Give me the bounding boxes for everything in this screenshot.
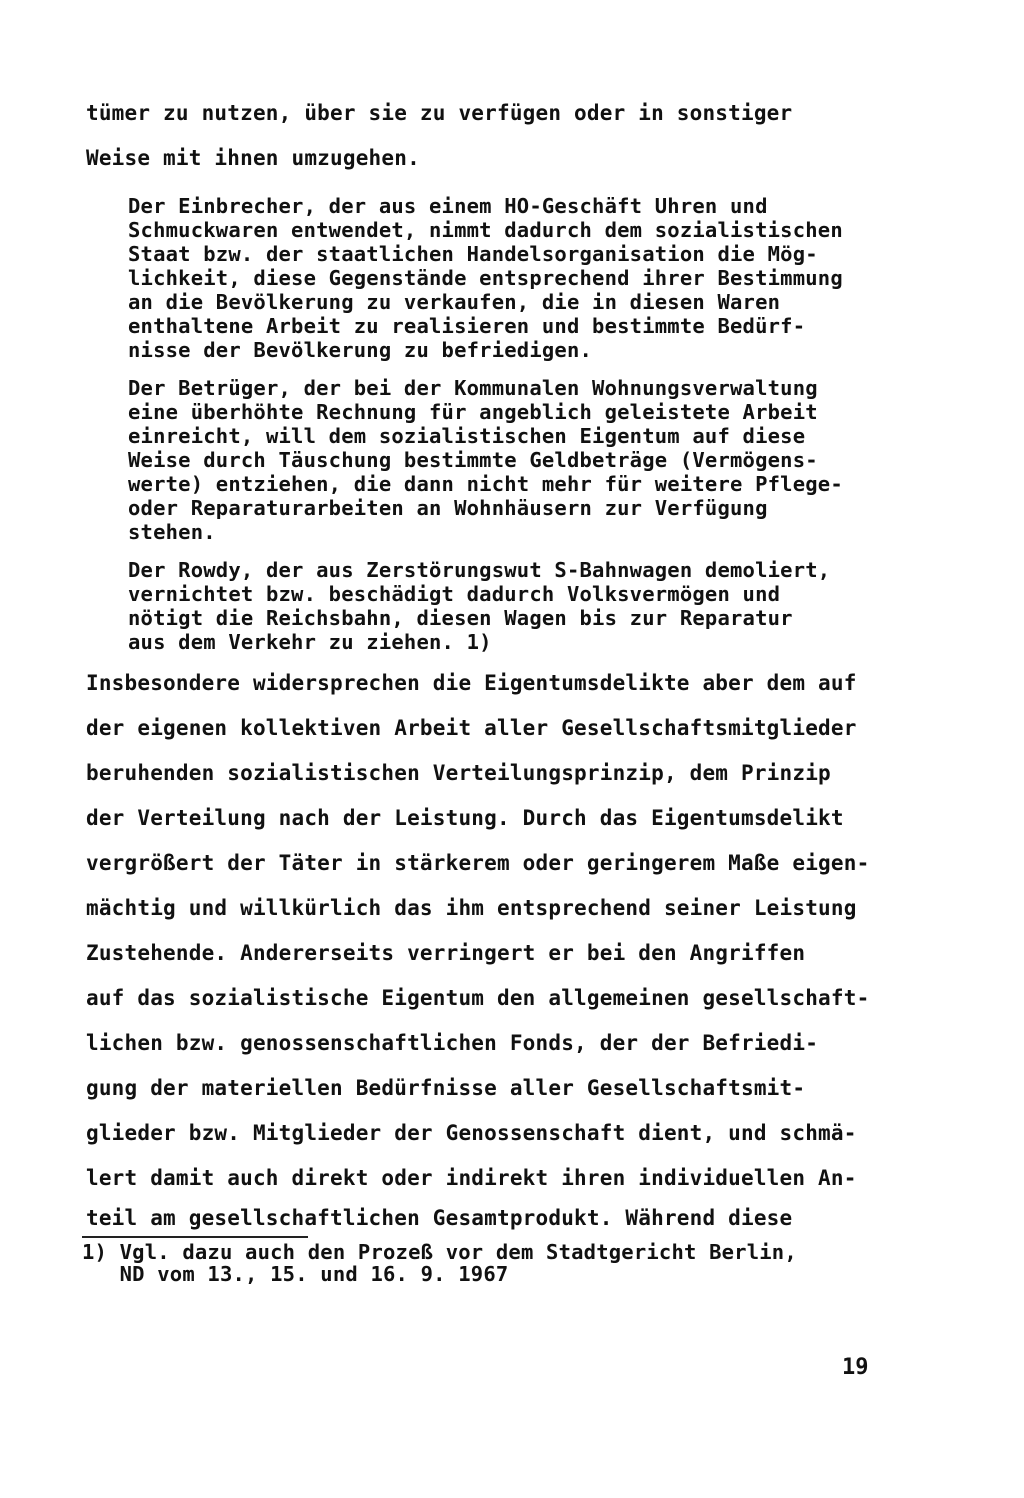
text-line: beruhenden sozialistischen Verteilungsprinzip, dem Prinzip [86,761,831,785]
text-line: mächtig und willkürlich das ihm entsprechend seiner Leistung [86,896,857,920]
text-line: einreicht, will dem sozialistischen Eigentum auf diese [128,424,806,448]
text-line: gung der materiellen Bedürfnisse aller Gesellschaftsmit- [86,1076,806,1100]
text-line: an die Bevölkerung zu verkaufen, die in diesen Waren [128,290,781,314]
text-line: lichkeit, diese Gegenstände entsprechend ihrer Bestimmung [128,266,843,290]
text-line: Weise durch Täuschung bestimmte Geldbeträge (Vermögens- [128,448,818,472]
text-line: oder Reparaturarbeiten an Wohnhäusern zur Verfügung [128,496,768,520]
text-line: Weise mit ihnen umzugehen. [86,146,420,170]
text-line: Der Rowdy, der aus Zerstörungswut S-Bahnwagen demoliert, [128,558,831,582]
text-line: aus dem Verkehr zu ziehen. 1) [128,630,492,654]
text-line: Insbesondere widersprechen die Eigentumsdelikte aber dem auf [86,671,857,695]
text-line: teil am gesellschaftlichen Gesamtprodukt. Während diese [86,1206,793,1230]
text-line: Staat bzw. der staatlichen Handelsorganisation die Mög- [128,242,818,266]
text-line: Der Betrüger, der bei der Kommunalen Wohnungsverwaltung [128,376,818,400]
footnote-line: 1) Vgl. dazu auch den Prozeß vor dem Stadtgericht Berlin, [82,1240,797,1264]
text-line: glieder bzw. Mitglieder der Genossenschaft dient, und schmä- [86,1121,857,1145]
text-line: Schmuckwaren entwendet, nimmt dadurch dem sozialistischen [128,218,843,242]
text-line: stehen. [128,520,216,544]
text-line: nötigt die Reichsbahn, diesen Wagen bis zur Reparatur [128,606,793,630]
page-number: 19 [842,1355,869,1380]
footnote-line: ND vom 13., 15. und 16. 9. 1967 [82,1262,509,1286]
text-line: auf das sozialistische Eigentum den allgemeinen gesellschaft- [86,986,870,1010]
text-line: eine überhöhte Rechnung für angeblich geleistete Arbeit [128,400,818,424]
text-line: Zustehende. Andererseits verringert er bei den Angriffen [86,941,806,965]
text-line: werte) entziehen, die dann nicht mehr für weitere Pflege- [128,472,843,496]
text-line: vergrößert der Täter in stärkerem oder geringerem Maße eigen- [86,851,870,875]
footnote-separator [82,1236,308,1238]
text-line: lichen bzw. genossenschaftlichen Fonds, der der Befriedi- [86,1031,819,1055]
text-line: vernichtet bzw. beschädigt dadurch Volksvermögen und [128,582,781,606]
text-line: enthaltene Arbeit zu realisieren und bestimmte Bedürf- [128,314,806,338]
text-line: der eigenen kollektiven Arbeit aller Gesellschaftsmitglieder [86,716,857,740]
text-line: nisse der Bevölkerung zu befriedigen. [128,338,593,362]
text-line: der Verteilung nach der Leistung. Durch das Eigentumsdelikt [86,806,844,830]
text-line: lert damit auch direkt oder indirekt ihren individuellen An- [86,1166,857,1190]
text-line: Der Einbrecher, der aus einem HO-Geschäft Uhren und [128,194,768,218]
text-line: tümer zu nutzen, über sie zu verfügen oder in sonstiger [86,101,793,125]
